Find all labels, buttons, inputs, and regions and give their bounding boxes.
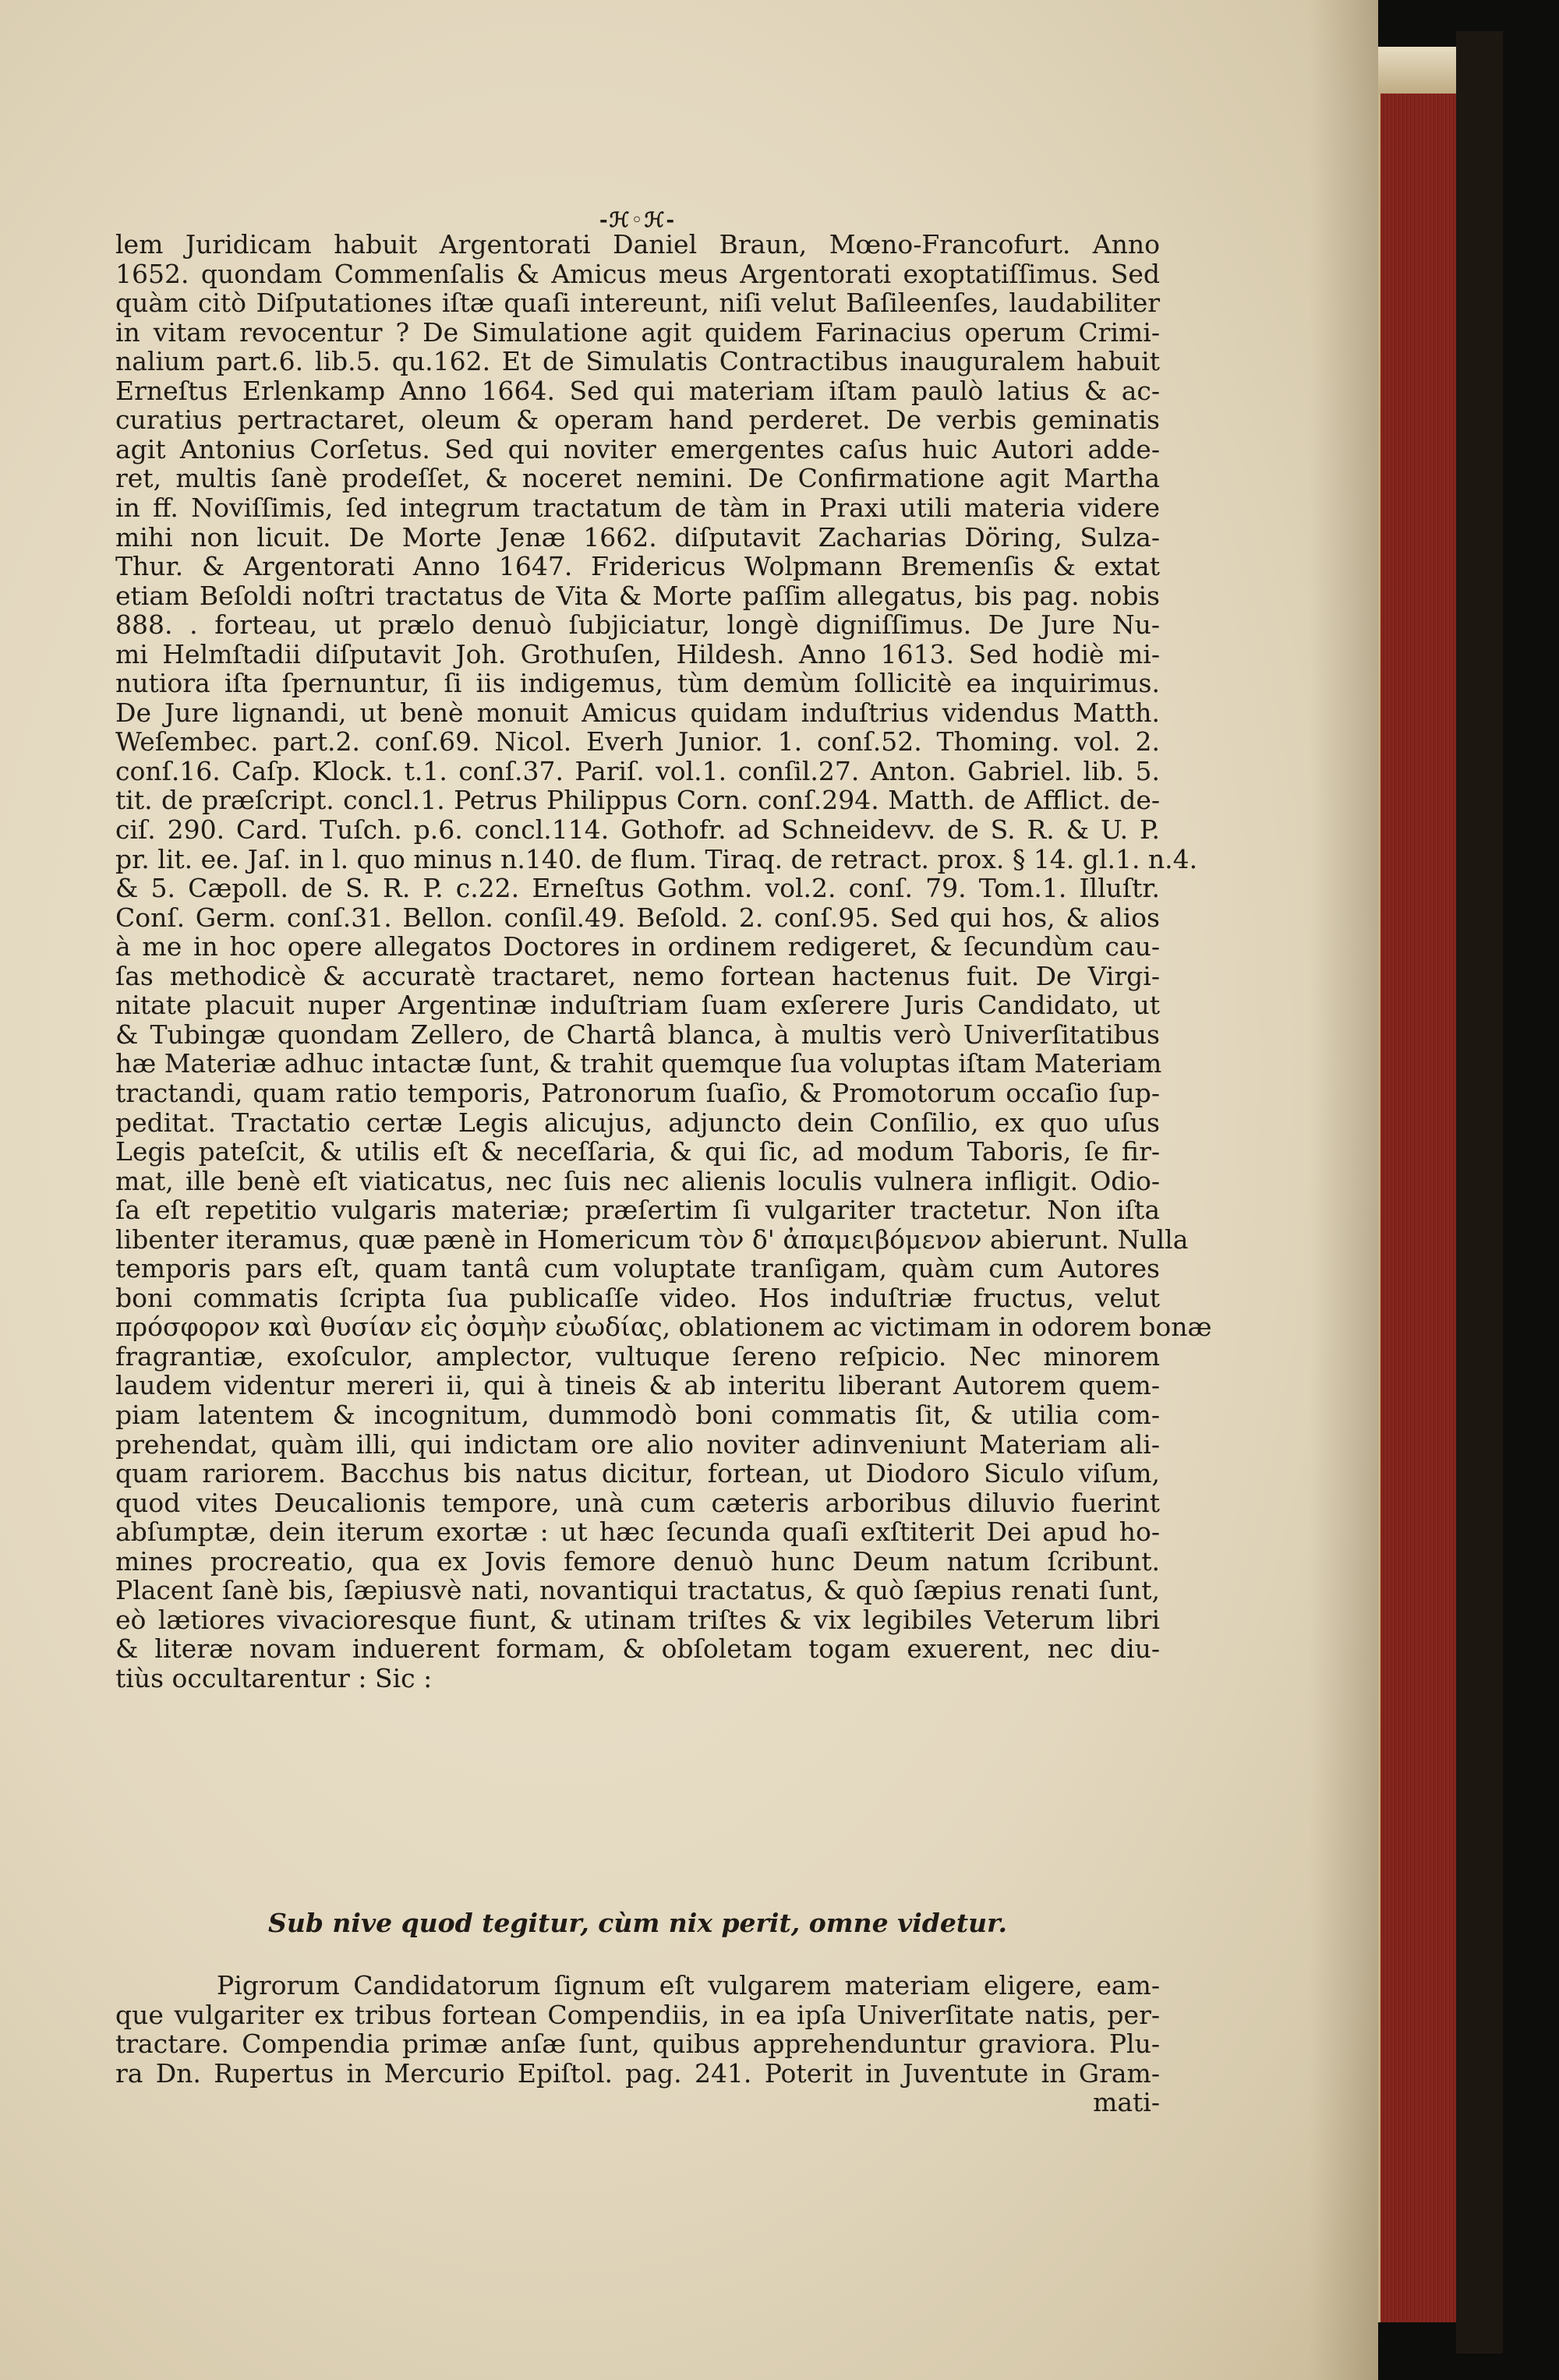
text-line: Conſ. Germ. conſ.31. Bellon. conſil.49. Beſold. 2. conſ.95. Sed qui hos, & alios (115, 902, 1160, 933)
text-line: libenter iteramus, quæ pænè in Homericum τὸν δ' ἀπαμειβόμενον abierunt. Nulla (115, 1224, 1189, 1255)
text-line: conſ.16. Caſp. Klock. t.1. conſ.37. Pariſ. vol.1. conſil.27. Anton. Gabriel. lib. 5. (115, 755, 1160, 786)
text-line: Pigrorum Candidatorum ſignum eſt vulgarem materiam eligere, eam- (217, 1970, 1160, 2000)
red-page-edges (1378, 94, 1458, 2322)
text-line: boni commatis ſcripta ſua publicaſſe video. Hos induſtriæ fructus, velut (115, 1282, 1160, 1313)
text-line: mihi non licuit. De Morte Jenæ 1662. diſputavit Zacharias Döring, Sulza- (115, 521, 1160, 553)
text-line: tit. de præſcript. concl.1. Petrus Philippus Corn. conſ.294. Matth. de Afflict. de- (115, 785, 1160, 816)
text-line: πρόσφορον καὶ θυσίαν εἰς ὀσμὴν εὐωδίας, oblationem ac victimam in odorem bonæ (115, 1312, 1212, 1343)
book-cover-board (1456, 31, 1503, 2354)
text-line: que vulgariter ex tribus fortean Compendiis, in ea ipſa Univerſitate natis, per- (115, 1999, 1160, 2030)
text-line: 888. . forteau, ut prælo denuò ſubjiciatur, longè digniſſimus. De Jure Nu- (115, 609, 1160, 641)
text-line: ciſ. 290. Card. Tuſch. p.6. concl.114. Gothofr. ad Schneidevv. de S. R. & U. P. (115, 814, 1160, 845)
text-line: ret, multis ſanè prodeſſet, & noceret nemini. De Confirmatione agit Martha (115, 463, 1160, 494)
text-line: tractandi, quam ratio temporis, Patronorum ſuaſio, & Promotorum occaſio ſup- (115, 1077, 1160, 1108)
text-line: nalium part.6. lib.5. qu.162. Et de Simulatis Contractibus inauguralem habuit (115, 346, 1160, 377)
text-line: & literæ novam induerent formam, & obſoletam togam exuerent, nec diu- (115, 1633, 1160, 1665)
text-line: ſa eſt repetitio vulgaris materiæ; præſertim ſi vulgariter tractetur. Non iſta (115, 1195, 1160, 1226)
text-line: pr. lit. ee. Jaſ. in l. quo minus n.140. de flum. Tiraq. de retract. prox. § 14. gl.1. n.4. (115, 843, 1198, 874)
text-line: abſumptæ, dein iterum exortæ : ut hæc ſecunda quaſi exſtiterit Dei apud ho- (115, 1517, 1160, 1548)
text-line: & 5. Cæpoll. de S. R. P. c.22. Erneſtus Gothm. vol.2. conſ. 79. Tom.1. Illuſtr. (115, 873, 1160, 904)
page-edge-shadow (1310, 0, 1378, 2380)
text-line: curatius pertractaret, oleum & operam hand perderet. De verbis geminatis (115, 404, 1160, 436)
text-line: agit Antonius Corſetus. Sed qui noviter emergentes caſus huic Autori adde- (115, 433, 1160, 464)
text-line: Thur. & Argentorati Anno 1647. Fridericus Wolpmann Bremenſis & extat (115, 551, 1160, 582)
text-line: à me in hoc opere allegatos Doctores in ordinem redigeret, & ſecundùm cau- (115, 931, 1160, 962)
text-line: Weſembec. part.2. conſ.69. Nicol. Everh Junior. 1. conſ.52. Thoming. vol. 2. (115, 726, 1160, 757)
text-line: lem Juridicam habuit Argentorati Daniel Braun, Mœno-Francofurt. Anno (115, 229, 1160, 260)
text-line: quod vites Deucalionis tempore, unà cum cæteris arboribus diluvio fuerint (115, 1487, 1160, 1518)
text-line: De Jure lignandi, ut benè monuit Amicus quidam induſtrius videndus Matth. (115, 697, 1160, 728)
text-line: nutiora iſta ſpernuntur, ſi iis indigemus, tùm demùm ſollicitè ea inquirimus. (115, 668, 1160, 699)
header-ornament: -ℋ◦ℋ- (599, 209, 677, 232)
text-line: ra Dn. Rupertus in Mercurio Epiſtol. pag. 241. Poterit in Juventute in Gram- (115, 2057, 1160, 2089)
text-line: temporis pars eſt, quam tantâ cum voluptate tranſigam, quàm cum Autores (115, 1253, 1160, 1284)
text-line: nitate placuit nuper Argentinæ induſtriam ſuam exſerere Juris Candidato, ut (115, 990, 1160, 1021)
text-line: eò lætiores vivacioresque fiunt, & utinam triſtes & vix legibiles Veterum libri (115, 1604, 1160, 1635)
verse-line: Sub nive quod tegitur, cùm nix perit, omne videtur. (268, 1908, 1007, 1938)
text-line: laudem videntur mereri ii, qui à tineis & ab interitu liberant Autorem quem- (115, 1370, 1160, 1401)
text-line: peditat. Tractatio certæ Legis alicujus, adjuncto dein Conſilio, ex quo uſus (115, 1107, 1160, 1138)
text-line: ſas methodicè & accuratè tractaret, nemo fortean hactenus fuit. De Virgi- (115, 960, 1160, 991)
text-line: mines procreatio, qua ex Jovis femore denuò hunc Deum natum ſcribunt. (115, 1545, 1160, 1577)
text-line: in ff. Noviſſimis, ſed integrum tractatum de tàm in Praxi utili materia videre (115, 492, 1160, 523)
text-line: piam latentem & incognitum, dummodò boni commatis ſit, & utilia com- (115, 1400, 1160, 1430)
text-line: prehendat, quàm illi, qui indictam ore alio noviter adinveniunt Materiam ali- (115, 1428, 1160, 1460)
text-line: fragrantiæ, exoſculor, amplector, vultuque ſereno reſpicio. Nec minorem (115, 1340, 1160, 1372)
catchword: mati- (1093, 2087, 1160, 2118)
text-line: quam rariorem. Bacchus bis natus dicitur, fortean, ut Diodoro Siculo viſum, (115, 1458, 1160, 1489)
text-line: tiùs occultarentur : Sic : (115, 1662, 433, 1693)
text-line: Placent ſanè bis, ſæpiusvè nati, novantiqui tractatus, & quò ſæpius renati ſunt, (115, 1575, 1160, 1606)
text-line: & Tubingæ quondam Zellero, de Chartâ blanca, à multis verò Univerſitatibus (115, 1019, 1160, 1050)
text-line: Erneſtus Erlenkamp Anno 1664. Sed qui materiam iſtam paulò latius & ac- (115, 375, 1160, 406)
text-line: mat, ille benè eſt viaticatus, nec ſuis nec alienis loculis vulnera infligit. Odio- (115, 1165, 1160, 1196)
text-line: hæ Materiæ adhuc intactæ ſunt, & trahit quemque ſua voluptas iſtam Materiam (115, 1048, 1162, 1079)
text-line: Legis pateſcit, & utilis eſt & neceſſaria, & qui ſic, ad modum Taboris, ſe fir- (115, 1136, 1160, 1167)
text-line: tractare. Compendia primæ anſæ ſunt, quibus apprehenduntur graviora. Plu- (115, 2029, 1160, 2060)
text-line: mi Helmſtadii diſputavit Joh. Grothuſen, Hildesh. Anno 1613. Sed hodiè mi- (115, 638, 1160, 669)
text-line: quàm citò Diſputationes iſtæ quaſi intereunt, niſi velut Baſileenſes, laudabiliter (115, 288, 1160, 319)
text-line: 1652. quondam Commenſalis & Amicus meus Argentorati exoptatiſſimus. Sed (115, 258, 1160, 289)
text-line: in vitam revocentur ? De Simulatione agit quidem Farinacius operum Crimi- (115, 316, 1160, 348)
text-line: etiam Beſoldi noſtri tractatus de Vita & Morte paſſim allegatus, bis pag. nobis (115, 580, 1160, 611)
